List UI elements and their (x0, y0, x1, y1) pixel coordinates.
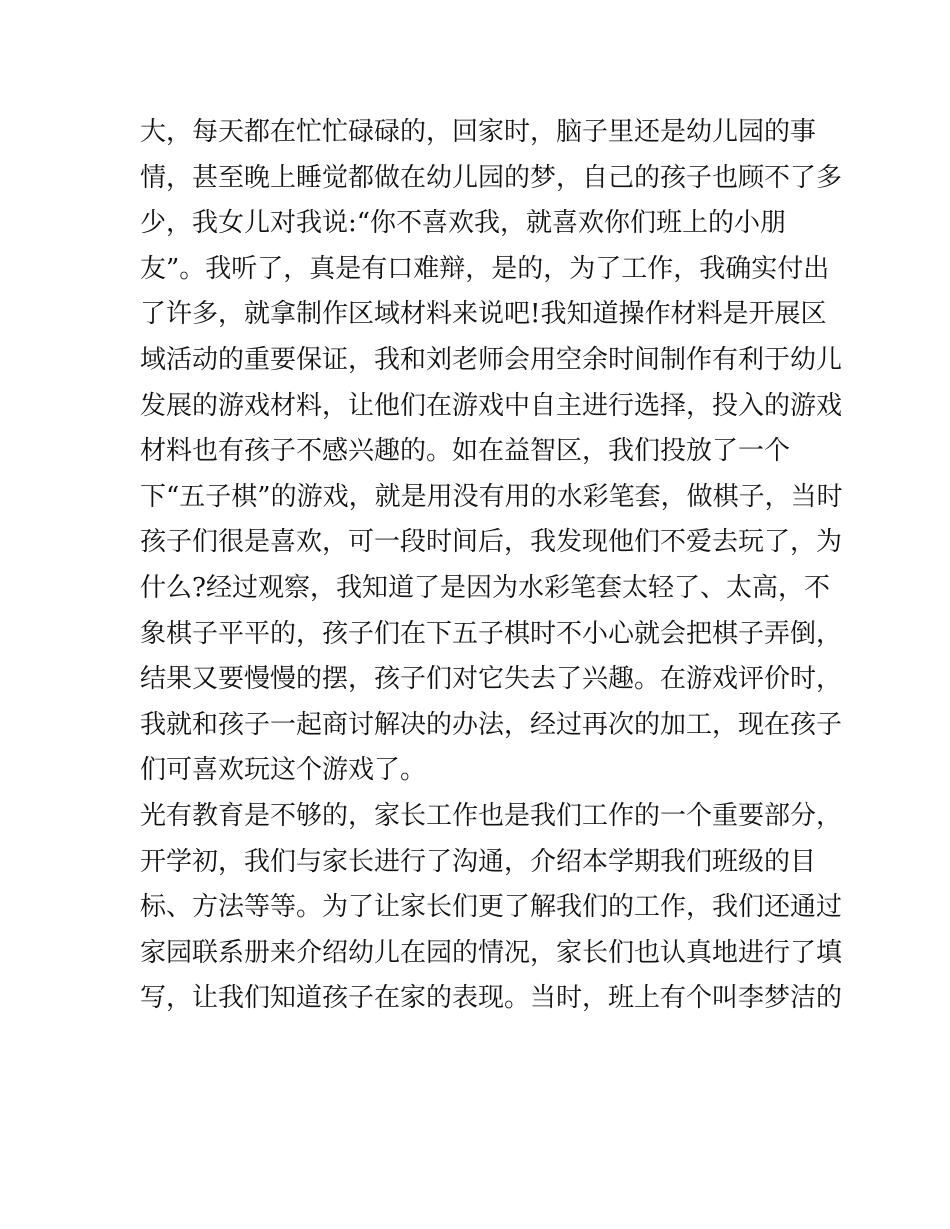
text-line-19: 家园联系册来介绍幼儿在园的情况，家长们也认真地进行了填 (140, 937, 843, 968)
text-line-18: 标、方法等等。为了让家长们更了解我们的工作，我们还通过 (140, 892, 843, 923)
text-line-2: 情，甚至晚上睡觉都做在幼儿园的梦，自己的孩子也顾不了多 (140, 162, 843, 193)
text-line-1: 大，每天都在忙忙碌碌的，回家时，脑子里还是幼儿园的事 (140, 117, 817, 147)
text-line-11: 什么?经过观察，我知道了是因为水彩笔套太轻了、太高，不 (140, 572, 830, 603)
text-line-16: 光有教育是不够的，家长工作也是我们工作的一个重要部分， (140, 800, 843, 831)
text-line-9: 下“五子棋”的游戏，就是用没有用的水彩笔套，做棋子，当时 (140, 481, 843, 512)
text-line-17: 开学初，我们与家长进行了沟通，介绍本学期我们班级的目 (140, 846, 817, 877)
text-line-8: 材料也有孩子不感兴趣的。如在益智区，我们投放了一个 (140, 436, 791, 467)
text-line-20: 写，让我们知道孩子在家的表现。当时，班上有个叫李梦洁的 (140, 983, 843, 1014)
text-line-5: 了许多，就拿制作区域材料来说吧!我知道操作材料是开展区 (140, 299, 827, 330)
text-line-12: 象棋子平平的，孩子们在下五子棋时不小心就会把棋子弄倒， (140, 618, 843, 649)
text-line-7: 发展的游戏材料，让他们在游戏中自主进行选择，投入的游戏 (140, 390, 843, 421)
text-line-10: 孩子们很是喜欢，可一段时间后，我发现他们不爱去玩了，为 (140, 527, 843, 558)
text-line-3: 少，我女儿对我说:“你不喜欢我，就喜欢你们班上的小朋 (140, 208, 787, 239)
text-line-14: 我就和孩子一起商讨解决的办法，经过再次的加工，现在孩子 (140, 709, 843, 740)
text-line-6: 域活动的重要保证，我和刘老师会用空余时间制作有利于幼儿 (140, 344, 843, 375)
text-line-15: 们可喜欢玩这个游戏了。 (140, 755, 427, 786)
body-text (140, 110, 843, 1022)
text-line-13: 结果又要慢慢的摆，孩子们对它失去了兴趣。在游戏评价时， (140, 664, 843, 695)
text-line-4: 友”。我听了，真是有口难辩，是的，为了工作，我确实付出 (140, 253, 830, 284)
